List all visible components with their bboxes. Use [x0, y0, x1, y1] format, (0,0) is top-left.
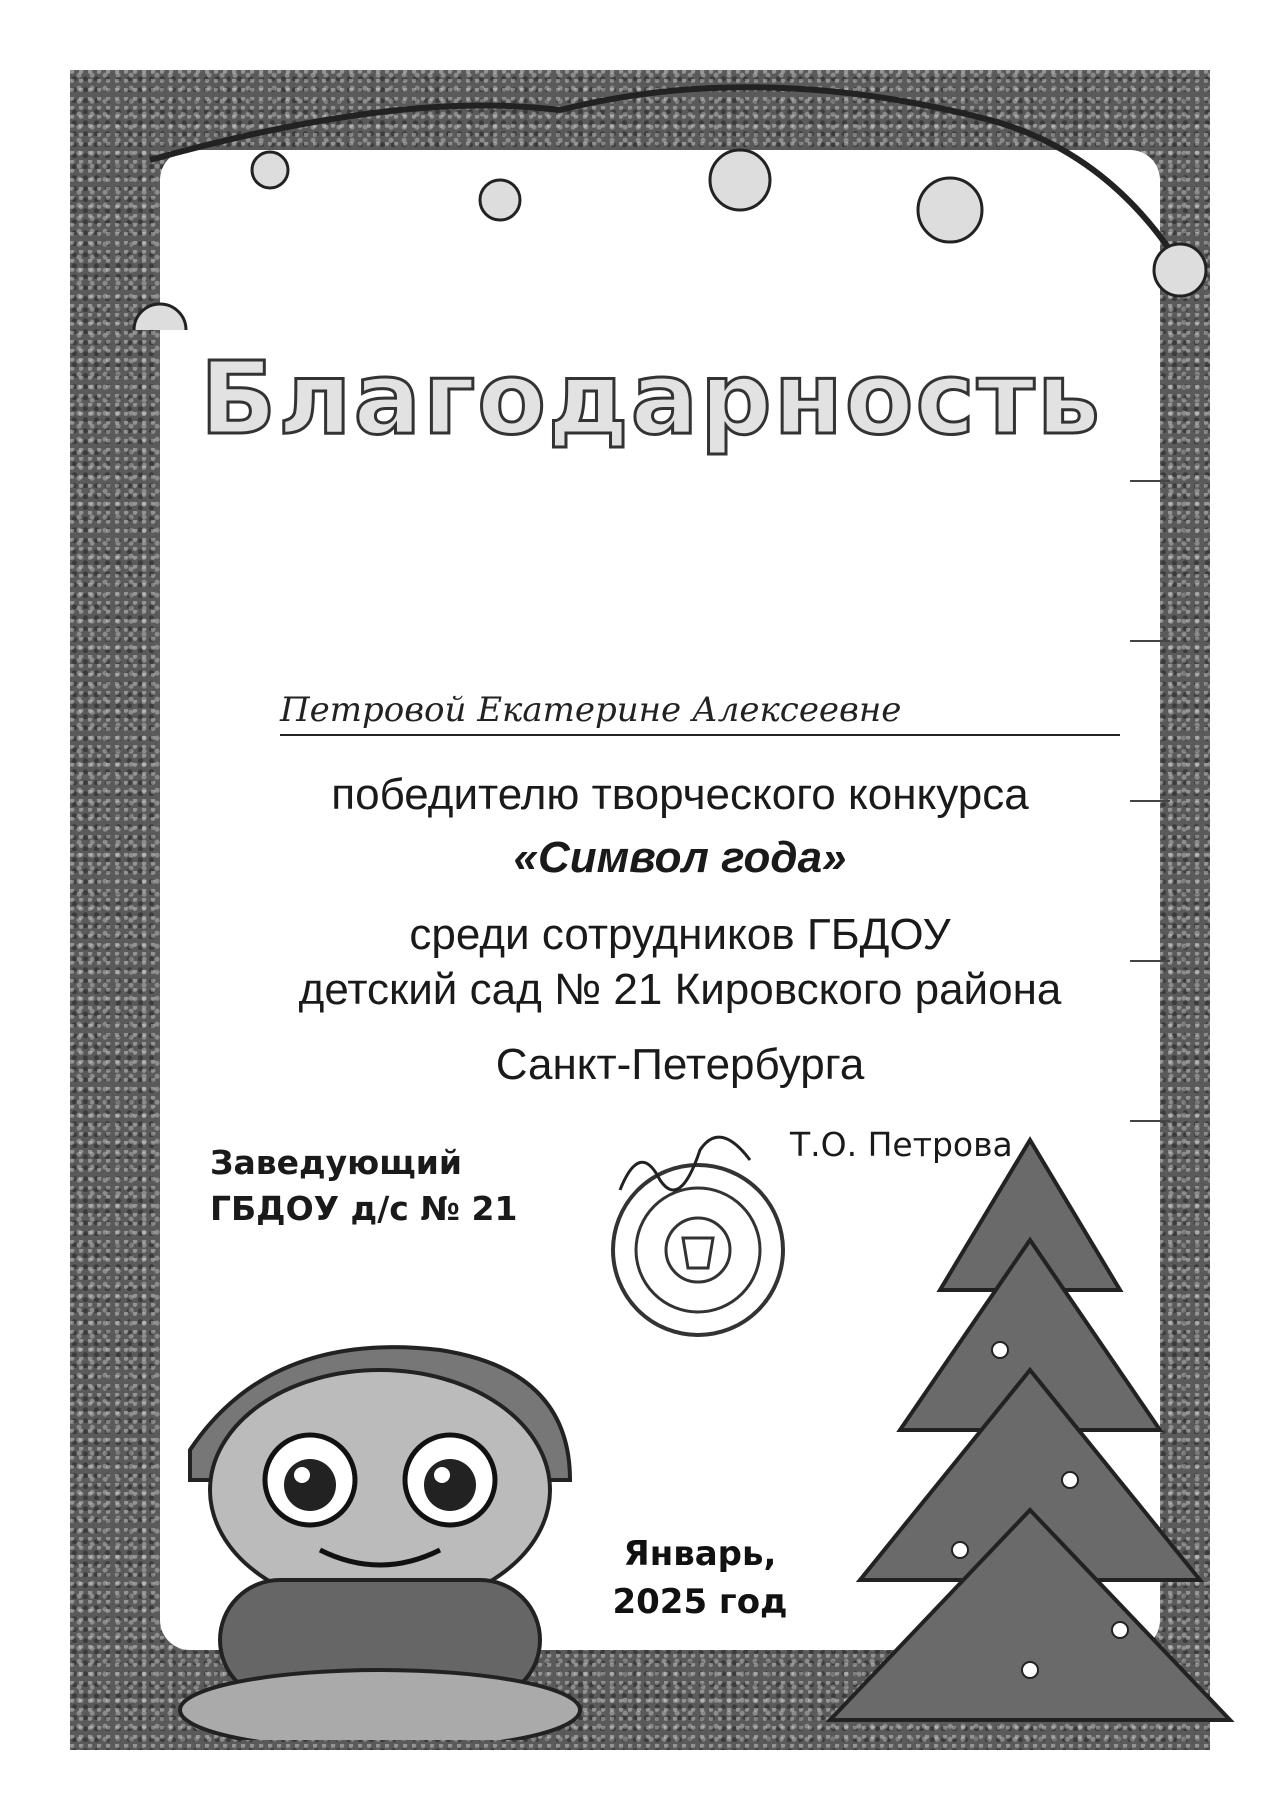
- contest-name: «Символ года»: [513, 833, 847, 882]
- snake-mascot-icon: [130, 1240, 590, 1740]
- bulb-icon: [134, 304, 186, 330]
- bulb-icon: [252, 152, 288, 188]
- bulb-icon: [480, 180, 520, 220]
- award-line-3: среди сотрудников ГБДОУ: [409, 910, 951, 959]
- handwritten-signature-icon: [610, 1130, 760, 1210]
- bulb-icon: [710, 150, 770, 210]
- margin-mark: [1130, 960, 1170, 962]
- issue-date: [600, 1530, 800, 1626]
- award-line-4: детский сад № 21 Кировского района: [298, 965, 1062, 1014]
- signer-name: Т.О. Петрова: [790, 1125, 1013, 1164]
- award-line-1: победителю творческого конкурса: [331, 770, 1029, 819]
- date-line-1: Январь,: [623, 1534, 777, 1574]
- signer-role-line-2: ГБДОУ д/с № 21: [210, 1189, 518, 1228]
- recipient-name: Петровой Екатерине Алексеевне: [280, 690, 1120, 736]
- margin-mark: [1130, 800, 1170, 802]
- certificate-title: Благодарность: [200, 340, 1102, 457]
- lights-garland: [0, 0, 1263, 330]
- christmas-tree-icon: [820, 1130, 1240, 1730]
- signer-role-line-1: Заведующий: [210, 1143, 462, 1182]
- margin-mark: [1130, 640, 1170, 642]
- bulb-icon: [918, 178, 982, 242]
- margin-mark: [1130, 480, 1170, 482]
- signer-role: [210, 1140, 517, 1232]
- margin-mark: [1130, 1120, 1170, 1122]
- bulb-icon: [1154, 244, 1206, 296]
- date-line-2: 2025 год: [612, 1582, 788, 1622]
- award-line-5: Санкт-Петербурга: [495, 1040, 865, 1089]
